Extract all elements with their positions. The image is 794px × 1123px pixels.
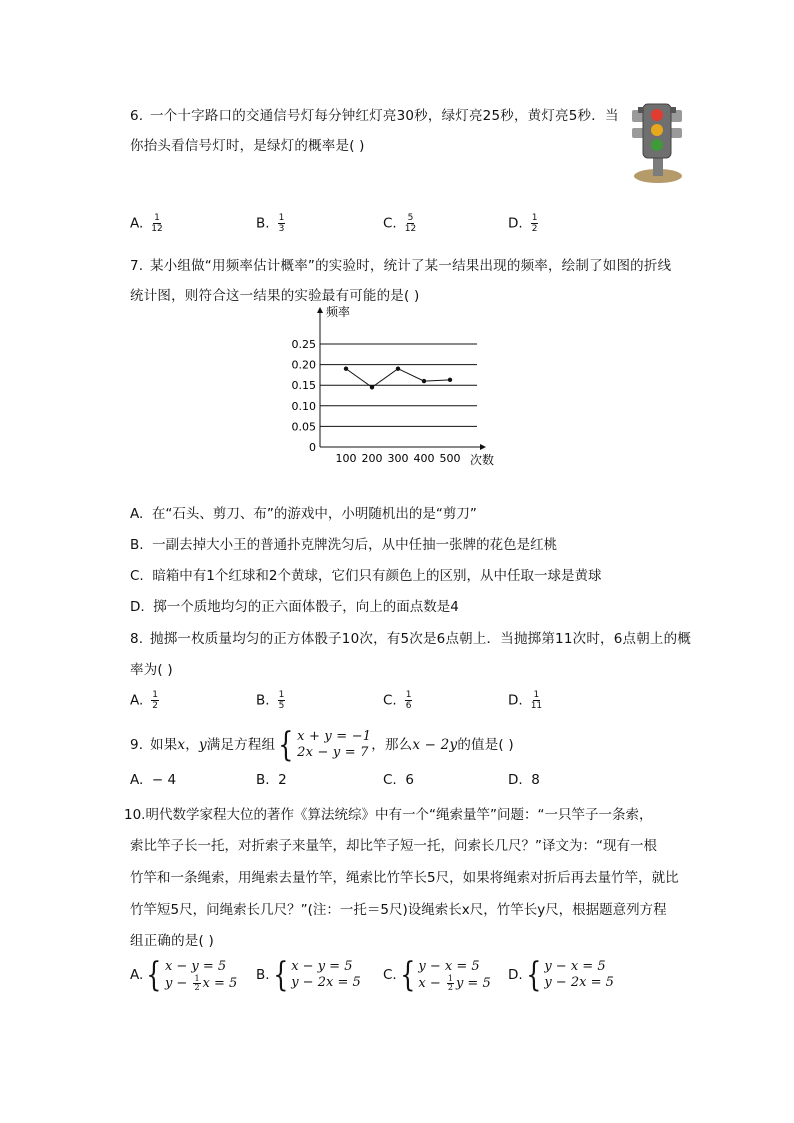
q10-line-2: 索比竿子长一托，对折索子来量竿，却比竿子短一托，问索长几尺？”译文为：“现有一根 (130, 838, 657, 854)
q8-option-a: A. $\frac{1}{2}$ (130, 690, 159, 711)
q7-option-b: B. 一副去掉大小王的普通扑克牌洗匀后，从中任抽一张牌的花色是红桃 (130, 537, 558, 553)
q7-option-d: D. 掷一个质地均匀的正六面体骰子，向上的面点数是4 (130, 599, 459, 615)
chart-xlabel: 次数 (470, 453, 495, 467)
y-tick-label: 0.15 (291, 379, 316, 393)
x-tick-label: 200 (361, 452, 383, 465)
x-tick-label: 300 (387, 452, 409, 465)
x-tick-label: 100 (335, 452, 357, 465)
data-point (344, 367, 348, 371)
q7-line-1: 7. 某小组做“用频率估计概率”的实验时，统计了某一结果出现的频率，绘制了如图的折线 (130, 258, 672, 274)
data-point (396, 367, 400, 371)
q7-option-a: A. 在“石头、剪刀、布”的游戏中，小明随机出的是“剪刀” (130, 506, 477, 522)
traffic-light-image (630, 102, 685, 184)
q6-option-d: D. $\frac{1}{2}$ (508, 213, 538, 234)
series-line (346, 369, 450, 388)
q8-line-1: 8. 抛掷一枚质量均匀的正方体骰子10次，有5次是6点朝上．当抛掷第11次时，6点朝上的概 (130, 631, 692, 647)
q10-line-3: 竹竿和一条绳索，用绳索去量竹竿，绳索比竹竿长5尺，如果将绳索对折后再去量竹竿，就比 (130, 870, 679, 886)
q9-line: 9. 如果x，y满足方程组 { x + y = −1 2x − y = 7 ，那么x − 2y的值是( ) (130, 725, 514, 765)
q7-number: 7. (130, 258, 144, 274)
q10-line-5: 组正确的是( ) (130, 933, 214, 949)
q9-option-c: C. 6 (383, 772, 414, 788)
q6-line-1: 6. 一个十字路口的交通信号灯每分钟红灯亮30秒，绿灯亮25秒，黄灯亮5秒．当 (130, 108, 619, 124)
q8-option-d: D. $\frac{1}{11}$ (508, 690, 543, 711)
data-point (370, 385, 374, 389)
q10-number: 10. (124, 807, 146, 823)
q9-option-d: D. 8 (508, 772, 540, 788)
q8-option-b: B. $\frac{1}{5}$ (256, 690, 285, 711)
y-tick-label: 0 (309, 441, 316, 454)
q10-line-4: 竹竿短5尺，问绳索长几尺？”(注：一托＝5尺)设绳索长x尺，竹竿长y尺，根据题意列方程 (130, 902, 667, 918)
q7-line-2: 统计图，则符合这一结果的实验最有可能的是( ) (130, 288, 420, 304)
q10-option-c: C. { y − x = 5 x − $\frac{1}{2}$ y = 5 (383, 955, 491, 995)
q8-line-2: 率为( ) (130, 662, 173, 678)
q6-line-2: 你抬头看信号灯时，是绿灯的概率是( ) (130, 138, 365, 154)
q8-number: 8. (130, 631, 144, 647)
x-axis-arrow (480, 444, 486, 450)
q9-option-b: B. 2 (256, 772, 287, 788)
q10-line-1: 10.明代数学家程大位的著作《算法统综》中有一个“绳索量竿”问题：“一只竿子一条索， (124, 807, 653, 823)
x-tick-label: 400 (413, 452, 435, 465)
y-tick-label: 0.10 (291, 399, 316, 413)
y-axis-arrow (317, 307, 323, 313)
chart-ylabel: 频率 (326, 305, 351, 319)
q6-number: 6. (130, 108, 144, 124)
data-point (448, 378, 452, 382)
q10-option-a: A. { x − y = 5 y − $\frac{1}{2}$ x = 5 (130, 955, 238, 995)
q7-option-c: C. 暗箱中有1个红球和2个黄球，它们只有颜色上的区别，从中任取一球是黄球 (130, 568, 602, 584)
q9-number: 9. (130, 737, 144, 753)
q6-option-a: A. $\frac{1}{12}$ (130, 213, 163, 234)
frequency-line-chart (280, 302, 510, 467)
q8-option-c: C. $\frac{1}{6}$ (383, 690, 412, 711)
x-tick-label: 500 (439, 452, 461, 465)
y-tick-label: 0.25 (291, 338, 316, 351)
q9-equation-system: { x + y = −1 2x − y = 7 (278, 725, 372, 765)
q6-option-c: C. $\frac{5}{12}$ (383, 213, 417, 234)
q10-option-d: D. { y − x = 5 y − 2x = 5 (508, 955, 614, 995)
data-point (422, 379, 426, 383)
q9-option-a: A. − 4 (130, 772, 177, 788)
q6-option-b: B. $\frac{1}{3}$ (256, 213, 285, 234)
y-tick-label: 0.20 (291, 358, 316, 372)
y-tick-label: 0.05 (291, 420, 316, 434)
q10-option-b: B. { x − y = 5 y − 2x = 5 (256, 955, 361, 995)
